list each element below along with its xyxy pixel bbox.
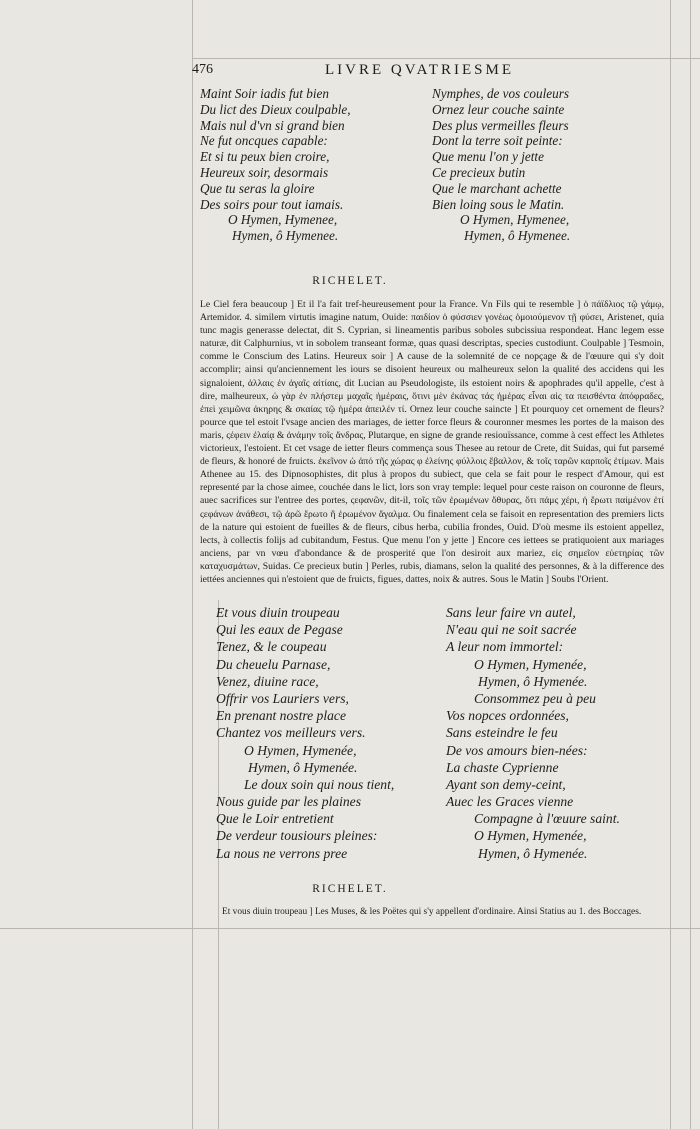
poem-line: Bien loing sous le Matin. [432, 196, 565, 212]
page-number: 476 [192, 62, 213, 77]
poem-line: Nymphes, de vos couleurs [432, 86, 569, 101]
commentary1-heading: RICHELET. [312, 275, 388, 287]
poem-line: Chantez vos meilleurs vers. [216, 725, 366, 741]
poem-line: Le doux soin qui nous tient, [244, 776, 395, 792]
poem-line: Que menu l'on y jette [432, 149, 544, 165]
poem-line: Ce precieux butin [432, 164, 526, 180]
poem-line: Tenez, & le coupeau [216, 639, 327, 655]
poem-line: Maint Soir iadis fut bien [200, 86, 329, 101]
poem-line: Nous guide par les plaines [216, 794, 361, 810]
poem-line: O Hymen, Hymenee, [228, 212, 338, 228]
vertical-rule-left [192, 0, 193, 1129]
poem-line: Hymen, ô Hymenee. [232, 228, 339, 244]
poem-line: Auec les Graces vienne [446, 794, 574, 810]
poem-line: Ayant son demy-ceint, [446, 776, 566, 792]
poem2-left-column [216, 604, 394, 862]
poem-line: Sans leur faire vn autel, [446, 605, 576, 620]
poem-line: Offrir vos Lauriers vers, [216, 690, 349, 706]
poem-line: De verdeur tousiours pleines: [216, 828, 378, 844]
poem-line: A leur nom immortel: [446, 639, 564, 655]
poem-line: Du lict des Dieux coulpable, [200, 101, 351, 117]
poem-line: Hymen, ô Hymenee. [464, 228, 571, 244]
poem-line: De vos amours bien-nées: [446, 742, 588, 758]
poem-line: O Hymen, Hymenée, [244, 742, 357, 758]
poem-line: Qui les eaux de Pegase [216, 622, 343, 638]
poem2-right-column [446, 604, 620, 862]
commentary1-text: Le Ciel fera beaucoup ] Et il l'a fait tref-heureusement pour la France. Vn Fils qui te resemble ] ὁ πάϊδλιος τῷ γάμῳ, Artemidor. 4. similem virtutis imagine natum, Ouide: παιδίον ὁ φύσσιεν γονέως ὁμοιούμενον τῇ φύσει, Aristenet, quia tunc magis generasse delectat, dit S. Cyprian, si lineamentis paribus soboles subcissiua respondeat. Hanc legem esse naturæ, dit Calphurnius, vt in sobolem transeant formæ, quas quasi descriptas, species custodiunt. Coulpable ] Tesmoin, comme le Conscium des Latins. Heureux soir ] A cause de la solemnité de ce nopçage & de l'œuure qui s'y doit accomplir; ainsi qu'anciennement les iours se disoient heureux ou malheureux selon la qualité des accidens qui les signaloient, ἀλλαις ἐν ἀγαῖς αἰτίαις, dit Lucian au Pseudologiste, ils estoient noirs & apophrades qu'il appelle, c'est à dire, malheureux, ὡ γὰρ ἐν πλήστεμ μαχαῖς ἡμέραις, ὅτινι μὲν ἐκάνας τάς ἡμέρας εἶναι αἱς τα πεισθέντα ἀπόφραδες, ἐπεὶ χειμῶνα ἀκηρης & σκαίας τῷ ἡμέρα ἀπειλέν τί. Ornez leur couche saincte ] Et pourquoy cet ornement de fleurs? pource que tel estoit l'vsage ancien des mariages, de ietter force fleurs & couronner mesmes les portes de la maison des maris, ςέφειν ἐλαίᾳ & ἀνάμην τοῖς ἄνδρας, Plutarque, en signe de grande resiouïssance, comme à cest effect les Athletes victorieux, l'estoient. Et cet vsage de ietter fleurs commença sous Thesee au retour de Crete, dit Suidas, qui fut parsemé de fleurs, & honoré de fruicts. ἐκεῖνον ὡ ἀπό τῆς χώρας φ ἐλείνης φύλλοις ἔβαλλον, & τοῖς ταρῶν καρποῖς ἐτίμων. Mais Athenee au 15. des Dipnosophistes, dit plus à propos du subiect, que cela se fait pour le respect d'Amour, qui est representé par la chose aimee, couchée dans le lict, lors son vray temple: lequel pour ceste raison on couronne de fleurs, auec sacrifices sur l'entree des portes, ςεφανῶν, dit-il, τοῖς τῶν ἐρωμένων ὄθυρας, ὅτι πάμς χέρι, ἡ ἔρωτι παίμένον ἐτί ςεφάνων ἀνάθεσι, τῷ ἀρῶ ἔρωτο ἢ ἐρωμένον ἄγαλμα. Ou finalement cela se faisoit en representation des premiers licts de la nature qui estoient de fueilles & de fleurs, cibus herba, cubilia frondes, Ouid. D'où mesme ils estoient appellez, lects, à collectis folijs ad cubitandum, Festus. Que menu l'on y jette ] Encore ces iettees se pratiquoient aux mariages anciens, par vn vœu d'abondance & de prosperité que l'on desiroit aux mariez, εἰς σημεῖον εὐετηρίας τῶν καταχυσμάτων, Suidas. Ce precieux butin ] Perles, rubis, diamans, selon la qualité des personnes, & à la difference des iettées anciennes qui n'estoient que de fruicts, figues, dattes, noix & autres. Sous le Matin ] Soubs l'Orient. [200, 299, 664, 585]
horizontal-rule-bottom [0, 928, 700, 929]
poem-line: Et vous diuin troupeau [216, 605, 340, 620]
poem-line: Consommez peu à peu [474, 690, 596, 706]
poem-line: La chaste Cyprienne [446, 759, 559, 775]
poem-line: Mais nul d'vn si grand bien [200, 117, 345, 133]
vertical-rule-edge [690, 0, 691, 1129]
poem-line: O Hymen, Hymenee, [460, 212, 570, 228]
poem-line: Que le Loir entretient [216, 811, 334, 827]
poem-line: O Hymen, Hymenée, [474, 656, 587, 672]
poem-line: Du cheuelu Parnase, [216, 656, 331, 672]
poem-line: Des plus vermeilles fleurs [432, 117, 569, 133]
commentary2-text: Et vous diuin troupeau ] Les Muses, & les Poëtes qui s'y appellent d'ordinaire. Ainsi Statius au 1. des Boccages. [222, 907, 642, 917]
poem-line: Ne fut oncques capable: [200, 133, 328, 149]
poem1-right-column [432, 86, 570, 244]
poem-line: Sans esteindre le feu [446, 725, 558, 741]
poem-line: Hymen, ô Hymenée. [248, 759, 358, 775]
horizontal-rule-top [192, 58, 700, 59]
running-title: LIVRE QVATRIESME [325, 62, 514, 78]
poem-line: N'eau qui ne soit sacrée [446, 622, 577, 638]
poem-line: Dont la terre soit peinte: [432, 133, 563, 149]
poem-line: Venez, diuine race, [216, 673, 319, 689]
vertical-rule-right [670, 0, 671, 1129]
poem-line: Compagne à l'œuure saint. [474, 811, 620, 827]
poem1-left-column [200, 86, 351, 244]
poem-line: Vos nopces ordonnées, [446, 708, 569, 724]
poem-line: Heureux soir, desormais [200, 164, 329, 180]
commentary2-heading: RICHELET. [312, 883, 388, 895]
poem-line: O Hymen, Hymenée, [474, 828, 587, 844]
poem-line: Des soirs pour tout iamais. [200, 196, 344, 212]
poem-line: Hymen, ô Hymenée. [478, 845, 588, 861]
poem-line: Et si tu peux bien croire, [200, 149, 330, 165]
poem-line: Que tu seras la gloire [200, 180, 315, 196]
poem-line: En prenant nostre place [216, 708, 346, 724]
poem-line: Ornez leur couche sainte [432, 101, 565, 117]
poem-line: La nous ne verrons pree [216, 845, 348, 861]
poem-line: Que le marchant achette [432, 180, 562, 196]
poem-line: Hymen, ô Hymenée. [478, 673, 588, 689]
